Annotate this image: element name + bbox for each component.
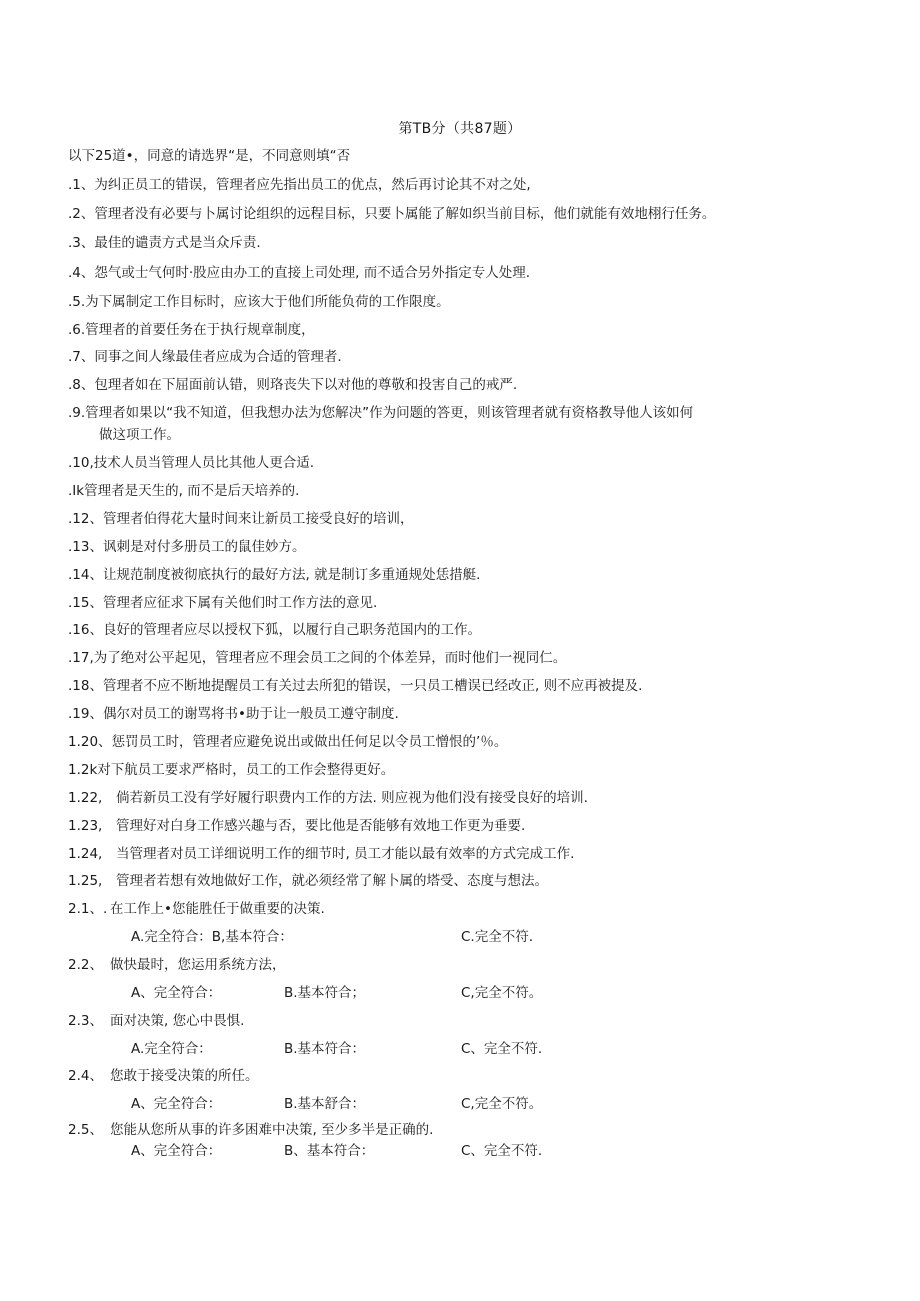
question-number: .Ik — [68, 483, 85, 499]
option-c: C.完全不符. — [461, 929, 534, 945]
question-text: 惩罚员工时，管理者应避免说出或做出任何足以令员工憎恨的’％。 — [111, 734, 508, 750]
question-1-20 — [68, 732, 507, 752]
question-2-4 — [68, 1066, 259, 1086]
question-text: 管理者的首要任务在于执行规章制度， — [85, 322, 315, 338]
option-b: B、基本符合： — [284, 1143, 375, 1159]
question-number: .17, — [68, 650, 94, 666]
question-1-13 — [68, 537, 305, 557]
question-number: 2.3、 — [68, 1013, 103, 1029]
question-number: 2.5、 — [68, 1122, 103, 1138]
question-number: .16、 — [68, 622, 103, 638]
option-b: B.基本舒合： — [284, 1096, 366, 1112]
question-1-5 — [68, 292, 450, 312]
question-number: .18、 — [68, 678, 103, 694]
question-1-16 — [68, 620, 481, 640]
question-2-5 — [68, 1120, 433, 1140]
question-1-11 — [68, 481, 299, 501]
question-number: .19、 — [68, 706, 103, 722]
question-number: .15、 — [68, 595, 103, 611]
question-text: 管理者是天生的, 而不是后天培养的. — [84, 483, 300, 499]
option-a: A.完全符合： — [131, 1041, 212, 1057]
question-number: 1.2k — [68, 762, 98, 778]
question-text: 管理好对白身工作感兴趣与否，要比他是否能够有效地工作更为垂要. — [116, 818, 526, 834]
question-1-9 — [68, 403, 693, 423]
question-number: .14、 — [68, 567, 103, 583]
question-1-9-continued: 做这项工作。 — [99, 427, 180, 443]
question-number: .5. — [68, 294, 86, 310]
question-text: 面对决策, 您心中畏惧. — [110, 1013, 245, 1029]
question-text: 管理者应征求下属有关他们时工作方法的意见. — [102, 595, 378, 611]
question-1-24 — [68, 844, 574, 864]
question-number: 1.23, — [68, 818, 103, 834]
question-text: 管理者没有必要与卜属讨论组织的远程目标，只要卜属能了解如织当前目标，他们就能有效地栩行任务。 — [94, 206, 716, 222]
option-a: A、完全符合： — [131, 1096, 222, 1112]
question-1-10 — [68, 453, 314, 473]
question-number: 1.24, — [68, 846, 103, 862]
option-c: C、完全不符. — [461, 1143, 543, 1159]
question-1-18 — [68, 676, 642, 696]
option-a: A、完全符合： — [131, 985, 222, 1001]
option-c: C,完全不符。 — [461, 985, 543, 1001]
question-text: 管理者不应不断地提醒员工有关过去所犯的错误，一只员工槽误已经改正, 则不应再被提及. — [102, 678, 643, 694]
question-text: 怨气或士气何时·股应由办工的直接上司处理, 而不适合另外指定专人处理. — [94, 265, 531, 281]
question-text: 管理者如果以“我不知道，但我想办法为您解决”作为问题的答更，则该管理者就有资格教导他人该如何 — [85, 405, 694, 421]
question-text: 您敢于接受决策的所任。 — [110, 1068, 259, 1084]
question-number: 1.22, — [68, 790, 103, 806]
question-text: 为了绝对公平起见，管理者应不理会员工之间的个体差异，而时他们一视同仁。 — [93, 650, 567, 666]
question-number: 2.1、. — [68, 901, 108, 917]
question-1-22 — [68, 788, 588, 808]
question-number: .2、 — [68, 206, 95, 222]
question-1-21 — [68, 760, 394, 780]
question-number: .6. — [68, 322, 86, 338]
question-number: 1.20、 — [68, 734, 112, 750]
question-number: .3、 — [68, 235, 95, 251]
question-1-1 — [68, 175, 531, 195]
question-1-8 — [68, 375, 517, 395]
question-number: .10, — [68, 455, 94, 471]
question-1-7 — [68, 347, 342, 367]
question-2-1 — [68, 899, 325, 919]
question-number: .12、 — [68, 511, 103, 527]
question-1-15 — [68, 593, 377, 613]
question-text: 为下属制定工作目标时，应该大于他们所能负荷的工作限度。 — [85, 294, 450, 310]
question-number: .4、 — [68, 265, 95, 281]
question-number: .7、 — [68, 349, 95, 365]
question-number: .8、 — [68, 377, 95, 393]
question-text: 同事之间人缘最佳者应成为合适的管理者. — [94, 349, 342, 365]
question-1-6 — [68, 320, 315, 340]
question-text: 为纠正员工的错误，管理者应先指出员工的优点，然后再讨论其不对之处, — [94, 177, 531, 193]
question-text: 做快最时，您运用系统方法， — [110, 957, 286, 973]
question-number: .1、 — [68, 177, 95, 193]
question-text: 讽刺是对付多册员工的鼠佳妙方。 — [102, 539, 306, 555]
question-text: 倘若新员工没有学好履行职费内工作的方法. 则应视为他们没有接受良好的培训. — [116, 790, 588, 806]
question-text: 管理者伯得花大量时间来让新员工接受良好的培训， — [102, 511, 414, 527]
question-number: .9. — [68, 405, 86, 421]
option-b: B.基本符合： — [284, 1041, 366, 1057]
question-text: 当管理者对员工详细说明工作的细节时, 员工才能以最有效率的方式完成工作. — [116, 846, 575, 862]
question-text: 技术人员当管理人员比其他人更合适. — [93, 455, 315, 471]
question-text: 在工作上•您能胜任于做重要的决策. — [110, 901, 325, 917]
option-a: A.完全符合：B,基本符合： — [131, 929, 293, 945]
question-1-3 — [68, 233, 261, 253]
question-1-25 — [68, 871, 548, 891]
question-1-14 — [68, 565, 480, 585]
question-1-12 — [68, 509, 413, 529]
question-number: .13、 — [68, 539, 103, 555]
question-number: 2.4、 — [68, 1068, 103, 1084]
question-text: 管理者若想有效地做好工作，就必须经常了解卜属的塔受、态度与想法。 — [116, 873, 548, 889]
question-text: 对下航员工要求严格时，员工的工作会整得更好。 — [97, 762, 395, 778]
question-1-2 — [68, 204, 715, 224]
question-2-2 — [68, 955, 286, 975]
question-text: 偶尔对员工的谢骂将书•助于让一般员工遵守制度. — [102, 706, 399, 722]
page-title: 第TB分（共87题） — [398, 121, 522, 137]
question-text: 让规范制度被彻底执行的最好方法, 就是制订多重通规处恁措艇. — [102, 567, 481, 583]
instruction-text: 以下25道•，同意的请选界“是，不同意则填“否 — [68, 148, 351, 164]
question-2-3 — [68, 1011, 244, 1031]
option-c: C、完全不符. — [461, 1041, 543, 1057]
question-1-23 — [68, 816, 525, 836]
question-number: 1.25, — [68, 873, 103, 889]
question-text: 最佳的谴责方式是当众斥责. — [94, 235, 261, 251]
option-c: C,完全不符。 — [461, 1096, 543, 1112]
option-b: B.基本符合； — [284, 985, 366, 1001]
question-text: 良好的管理者应尽以授权下狐，以履行自己职务范国内的工作。 — [102, 622, 481, 638]
question-1-19 — [68, 704, 399, 724]
question-1-17 — [68, 648, 566, 668]
question-text: 您能从您所从事的许多困难中决策, 至少多半是正确的. — [110, 1122, 434, 1138]
question-text: 包理者如在下屈面前认错，则珞丧失下以对他的尊敬和投害自己的戒严. — [94, 377, 518, 393]
question-number: 2.2、 — [68, 957, 103, 973]
option-a: A、完全符合： — [131, 1143, 222, 1159]
question-1-4 — [68, 263, 530, 283]
